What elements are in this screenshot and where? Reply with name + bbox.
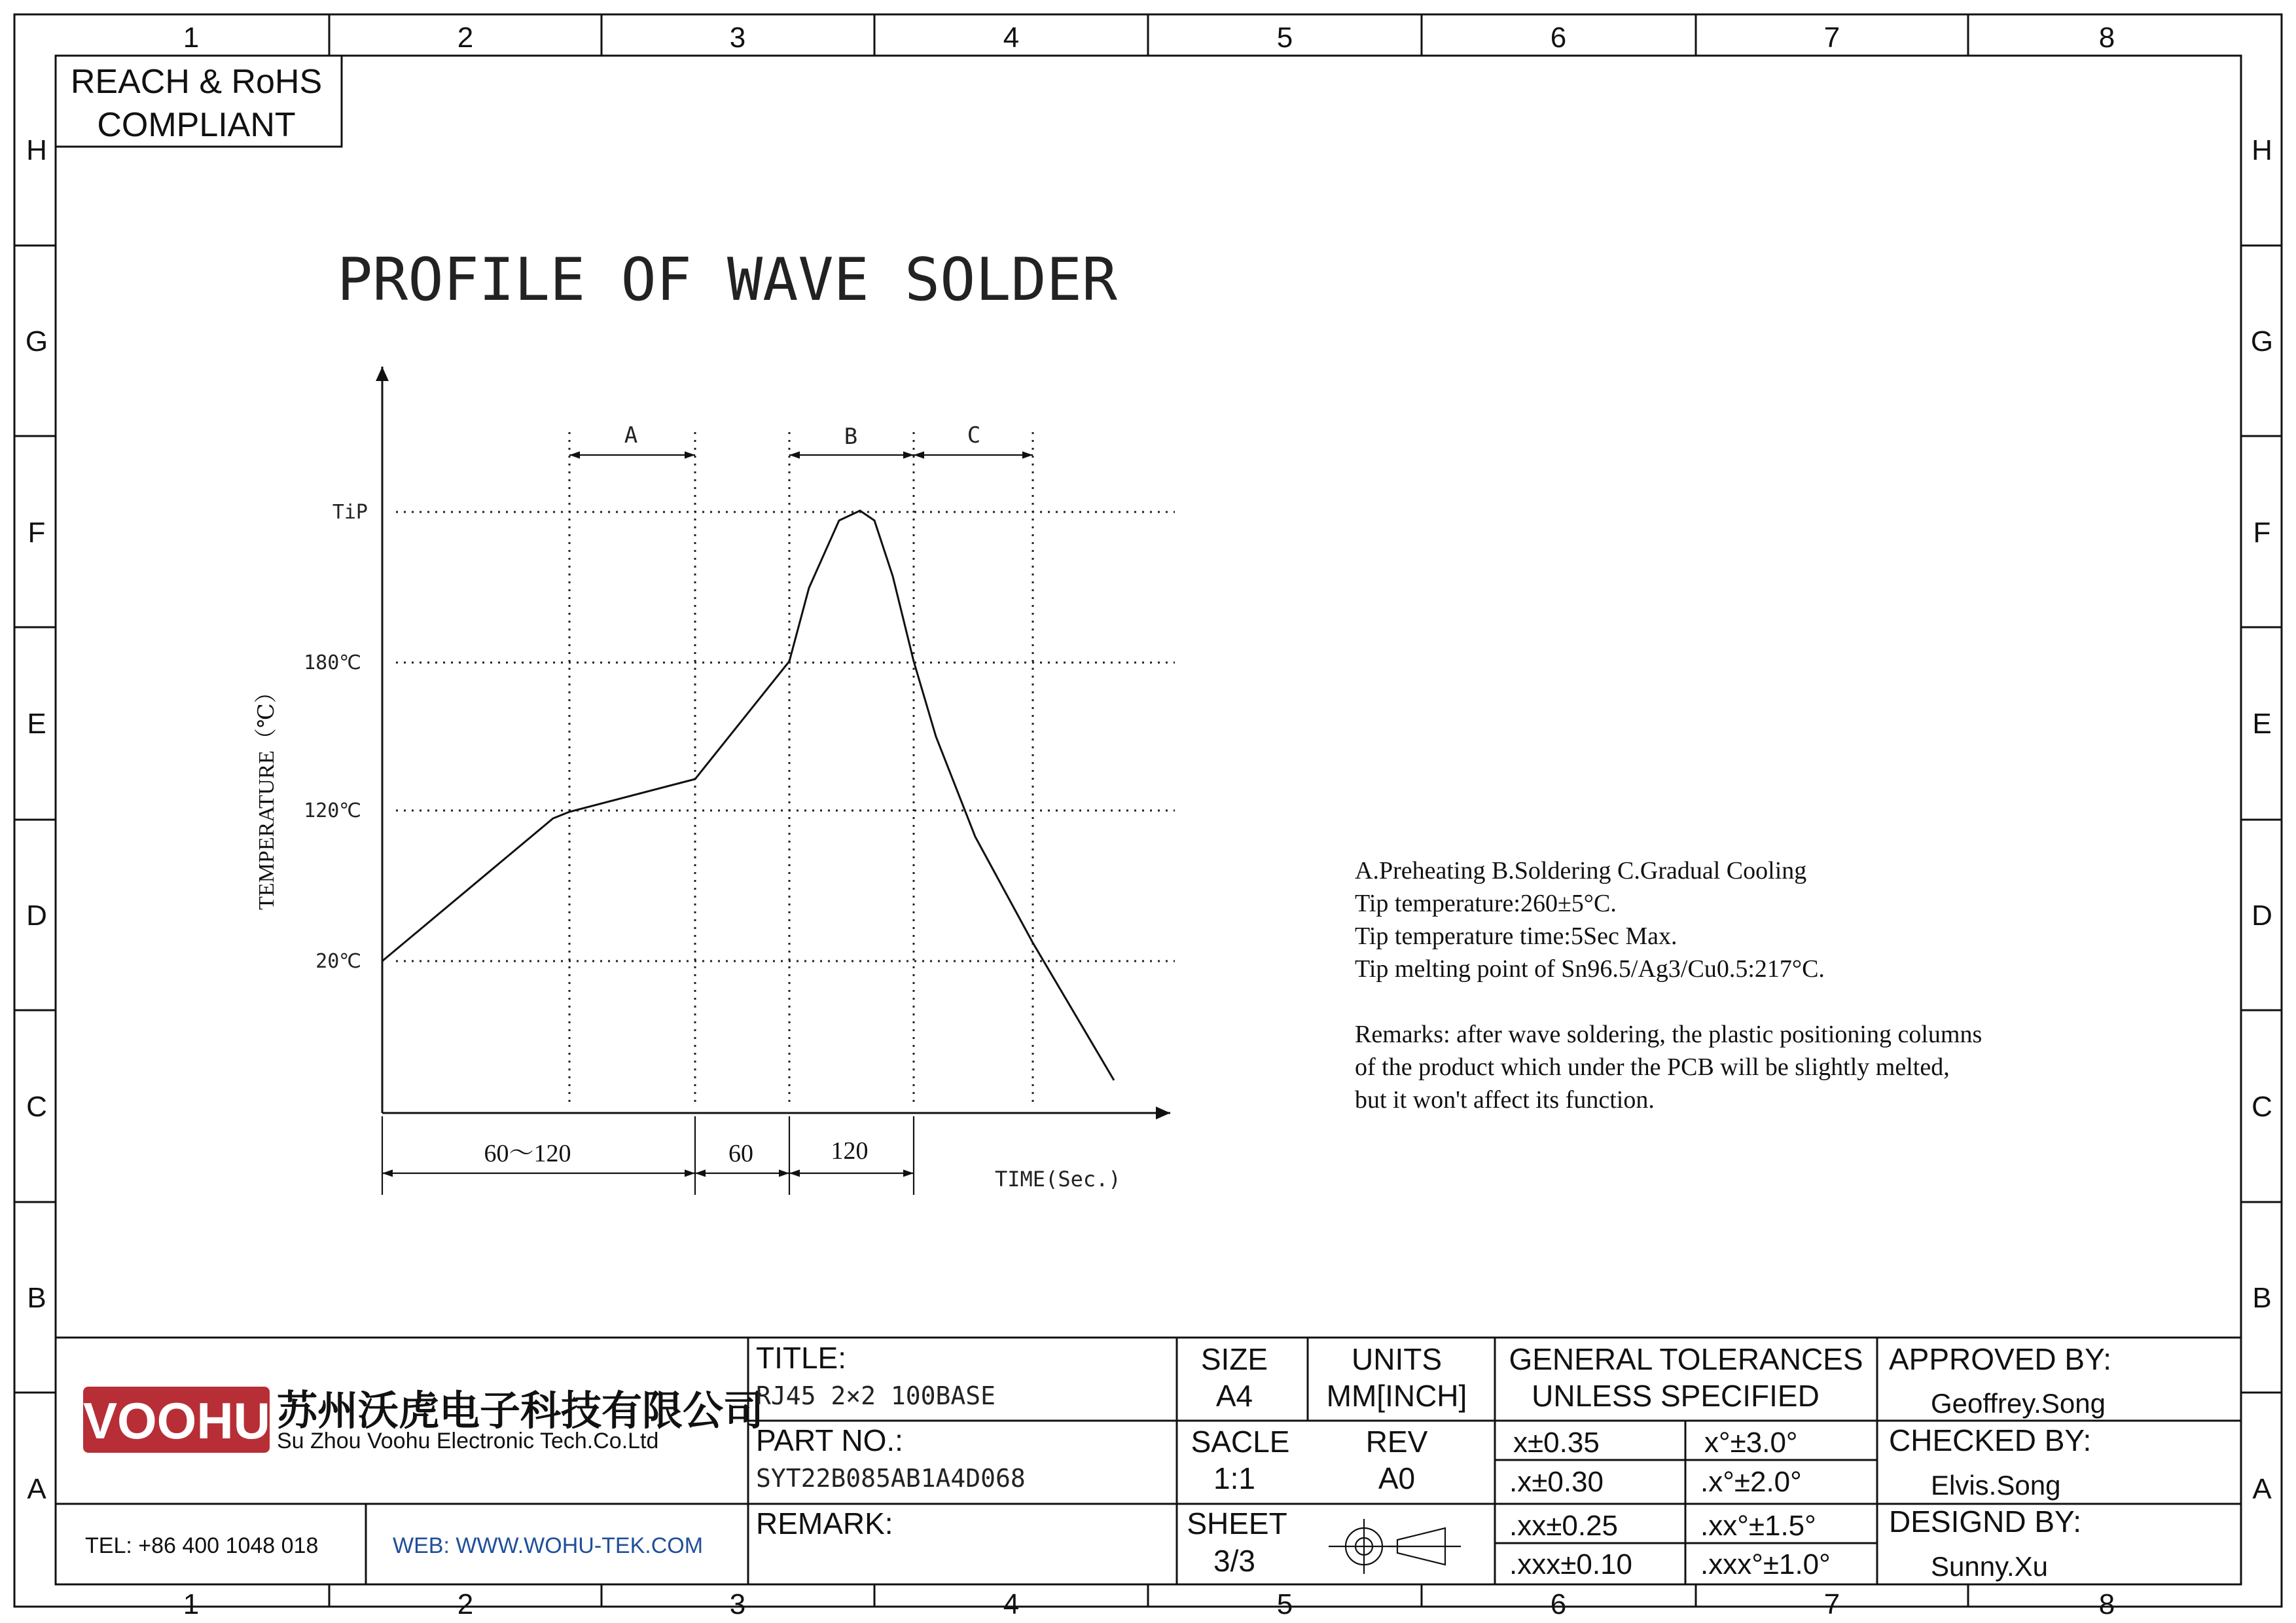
y-tick-180: 180℃ (304, 651, 361, 674)
y-tick-tip: TiP (332, 501, 368, 524)
dim-label-soldering: 120 (831, 1137, 869, 1165)
col-label-3: 3 (729, 22, 746, 54)
remark-line: Tip temperature:260±5°C. (1355, 890, 1617, 917)
company-tel: TEL: +86 400 1048 018 (85, 1533, 319, 1558)
checked-label: CHECKED BY: (1889, 1423, 2092, 1457)
row-label-a: A (2252, 1473, 2272, 1505)
row-label-a: A (27, 1473, 46, 1505)
row-label-f: F (2253, 517, 2271, 549)
row-label-h: H (26, 134, 47, 166)
col-label-6: 6 (1550, 22, 1567, 54)
y-axis-label: TEMPERATURE（℃） (255, 681, 279, 910)
designed-by: Sunny.Xu (1931, 1551, 2049, 1582)
title-value: RJ45 2×2 100BASE (756, 1381, 996, 1410)
col-label-8: 8 (2098, 1588, 2115, 1620)
zone-label-c: C (967, 422, 981, 448)
tolerance-title-2: UNLESS SPECIFIED (1532, 1379, 1820, 1413)
remark-label: REMARK: (756, 1506, 893, 1541)
row-label-h: H (2251, 134, 2272, 166)
units-value: MM[INCH] (1326, 1379, 1467, 1413)
tolerance-linear: .xx±0.25 (1509, 1510, 1619, 1542)
dim-label-ramp: 60 (728, 1140, 753, 1167)
row-label-g: G (2250, 325, 2274, 357)
col-label-3: 3 (729, 1588, 746, 1620)
col-label-5: 5 (1276, 1588, 1293, 1620)
col-label-2: 2 (457, 22, 474, 54)
remark-line: A.Preheating B.Soldering C.Gradual Cooling (1355, 857, 1807, 884)
company-name-en: Su Zhou Voohu Electronic Tech.Co.Ltd (277, 1429, 659, 1453)
y-tick-20: 20℃ (315, 950, 361, 973)
remark-line: Tip temperature time:5Sec Max. (1355, 922, 1677, 950)
col-label-7: 7 (1823, 1588, 1840, 1620)
remark-line: of the product which under the PCB will be slightly melted, (1355, 1053, 1950, 1081)
dim-label-preheat: 60～120 (484, 1140, 571, 1167)
tolerance-angular: x°±3.0° (1704, 1427, 1798, 1459)
size-value: A4 (1215, 1379, 1253, 1413)
part-number: SYT22B085AB1A4D068 (756, 1464, 1026, 1493)
approved-label: APPROVED BY: (1889, 1342, 2112, 1376)
designed-label: DESIGND BY: (1889, 1504, 2081, 1539)
tolerance-angular: .xx°±1.5° (1700, 1510, 1816, 1542)
row-label-g: G (25, 325, 48, 357)
compliance-line-1: REACH & RoHS (70, 63, 323, 101)
row-label-f: F (27, 517, 46, 549)
col-label-8: 8 (2098, 22, 2115, 54)
tolerance-linear: .x±0.30 (1509, 1466, 1604, 1498)
remark-line: but it won't affect its function. (1355, 1086, 1655, 1114)
remark-line: Remarks: after wave soldering, the plastic positioning columns (1355, 1021, 1982, 1048)
row-label-b: B (2252, 1282, 2272, 1314)
scale-label: SACLE (1191, 1425, 1290, 1459)
units-label: UNITS (1352, 1342, 1442, 1376)
col-label-6: 6 (1550, 1588, 1567, 1620)
zone-label-a: A (624, 422, 638, 448)
remark-line: Tip melting point of Sn96.5/Ag3/Cu0.5:217°C. (1355, 955, 1825, 983)
row-label-c: C (2251, 1091, 2272, 1123)
row-label-e: E (2252, 708, 2272, 740)
row-label-d: D (26, 900, 47, 932)
approved-by: Geoffrey.Song (1931, 1388, 2106, 1419)
checked-by: Elvis.Song (1931, 1470, 2061, 1501)
col-label-4: 4 (1003, 22, 1020, 54)
tolerance-linear: x±0.35 (1513, 1427, 1600, 1459)
remarks-block (1355, 857, 1982, 1114)
row-label-c: C (26, 1091, 47, 1123)
tolerance-linear: .xxx±0.10 (1509, 1548, 1633, 1580)
company-logo (83, 1387, 270, 1453)
col-label-2: 2 (457, 1588, 474, 1620)
row-label-e: E (27, 708, 46, 740)
col-label-1: 1 (183, 22, 200, 54)
page-title: PROFILE OF WAVE SOLDER (337, 246, 1118, 314)
profile-curve (382, 511, 1114, 1080)
company-name-cn: 苏州沃虎电子科技有限公司 (277, 1389, 764, 1434)
row-label-b: B (27, 1282, 46, 1314)
size-label: SIZE (1200, 1342, 1268, 1376)
projection-symbol-icon (1329, 1519, 1461, 1574)
x-axis-label: TIME(Sec.) (995, 1167, 1121, 1192)
col-label-4: 4 (1003, 1588, 1020, 1620)
sheet-label: SHEET (1187, 1506, 1287, 1541)
rev-label: REV (1365, 1425, 1428, 1459)
tolerance-title-1: GENERAL TOLERANCES (1509, 1342, 1863, 1376)
sheet-value: 3/3 (1213, 1544, 1255, 1578)
part-label: PART NO.: (756, 1423, 903, 1457)
tolerance-angular: .xxx°±1.0° (1700, 1548, 1831, 1580)
col-label-7: 7 (1823, 22, 1840, 54)
col-label-5: 5 (1276, 22, 1293, 54)
y-tick-120: 120℃ (304, 799, 361, 822)
compliance-line-2: COMPLIANT (97, 106, 296, 144)
solder-profile-chart (255, 367, 1175, 1195)
title-label: TITLE: (756, 1341, 847, 1375)
rev-value: A0 (1378, 1461, 1416, 1495)
zone-label-b: B (844, 424, 858, 450)
tolerance-angular: .x°±2.0° (1700, 1466, 1802, 1498)
scale-value: 1:1 (1213, 1461, 1255, 1495)
compliance-box (56, 56, 342, 147)
company-web[interactable]: WEB: WWW.WOHU-TEK.COM (393, 1533, 704, 1558)
row-label-d: D (2251, 900, 2272, 932)
col-label-1: 1 (183, 1588, 200, 1620)
logo-text: VOOHU (82, 1392, 271, 1450)
